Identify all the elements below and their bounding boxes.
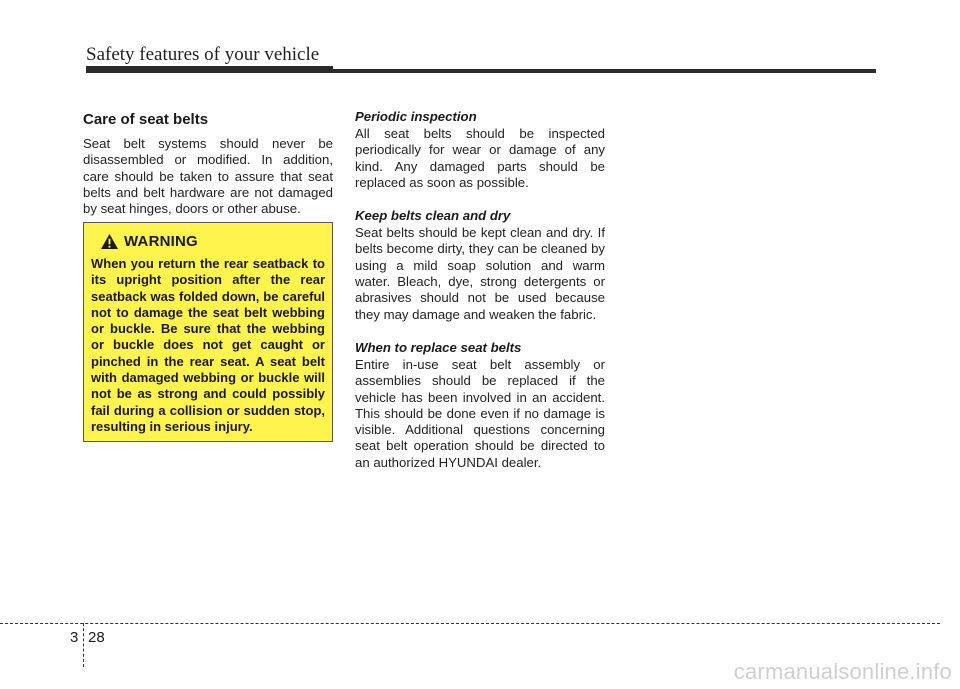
body-periodic-inspection: All seat belts should be inspected periodically for wear or damage of any kind. Any damaged parts should be replaced as soon as possible. xyxy=(355,126,605,190)
warning-header xyxy=(100,233,325,250)
footer-rule xyxy=(0,623,940,624)
watermark: carmanualsonline.info xyxy=(733,659,952,684)
body-keep-clean: Seat belts should be kept clean and dry. If belts become dirty, they can be cleaned by using a mild soap solution and warm water. Bleach, dye, strong detergents or abrasives should not be used because they may damage and weaken the fabric. xyxy=(355,225,605,322)
warning-text: When you return the rear seatback to its upright position after the rear seatback was folded down, be careful not to damage the seat belt webbing or buckle. Be sure that the webbing or buckle does not get caught or pinched in the rear seat. A seat belt with damaged webbing or buckle will not be as strong and could possibly fail during a collision or sudden stop, resulting in serious injury. xyxy=(91,256,325,434)
warning-title: WARNING xyxy=(124,233,198,250)
warning-triangle-icon xyxy=(100,233,119,250)
left-column xyxy=(83,111,333,217)
right-column xyxy=(355,109,605,488)
subheading-keep-clean: Keep belts clean and dry xyxy=(355,208,511,224)
subsection-keep-clean xyxy=(355,208,605,323)
subsection-periodic-inspection xyxy=(355,109,605,191)
subheading-replace-belts: When to replace seat belts xyxy=(355,339,522,355)
subsection-replace-belts xyxy=(355,340,605,471)
section-body-care: Seat belt systems should never be disassembled or modified. In addition, care should be taken to assure that seat belts and belt hardware are not damaged by seat hinges, doors or other abuse. xyxy=(83,136,333,217)
section-heading-care: Care of seat belts xyxy=(83,111,209,128)
header-rule xyxy=(86,69,876,73)
footer-divider xyxy=(83,623,84,667)
page-header-title: Safety features of your vehicle xyxy=(86,44,320,65)
body-replace-belts: Entire in-use seat belt assembly or assemblies should be replaced if the vehicle has been involved in an accident. This should be done even if no damage is visible. Additional questions concerning seat belt operation should be directed to an authorized HYUNDAI dealer. xyxy=(355,356,605,470)
subheading-periodic-inspection: Periodic inspection xyxy=(355,109,477,124)
chapter-number: 3 xyxy=(70,629,79,646)
warning-box xyxy=(83,222,333,442)
page-number: 28 xyxy=(88,629,105,646)
